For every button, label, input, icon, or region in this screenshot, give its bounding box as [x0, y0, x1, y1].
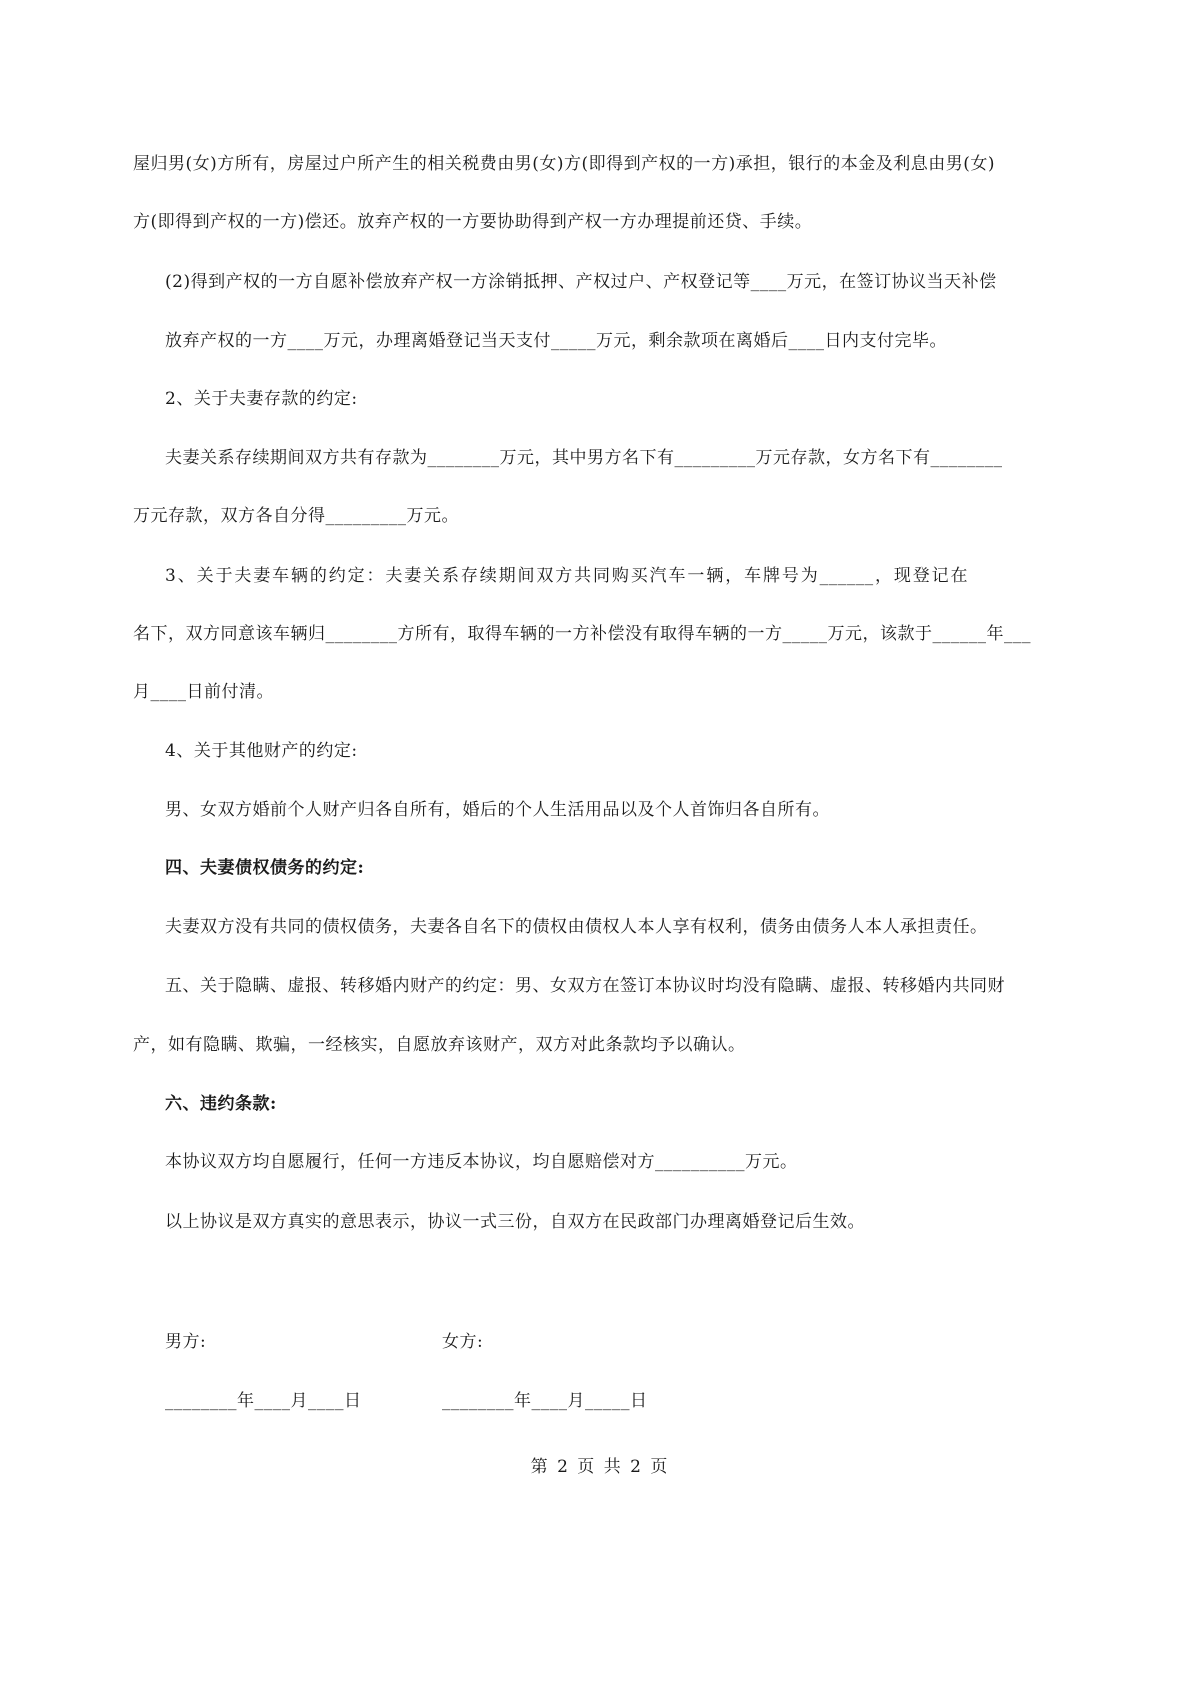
paragraph-line: 本协议双方均自愿履行，任何一方违反本协议，均自愿赔偿对方__________万元。 — [165, 1152, 798, 1172]
male-signature-date: ________年____月____日 — [165, 1391, 362, 1411]
paragraph-line: 男、女双方婚前个人财产归各自所有，婚后的个人生活用品以及个人首饰归各自所有。 — [165, 800, 830, 820]
male-signature-label: 男方: — [165, 1332, 207, 1352]
page-footer: 第 2 页 共 2 页 — [530, 1457, 670, 1477]
paragraph-line: 屋归男(女)方所有，房屋过户所产生的相关税费由男(女)方(即得到产权的一方)承担，银行的本金及利息由男(女) — [133, 154, 996, 174]
paragraph-line: 月____日前付清。 — [133, 682, 274, 702]
paragraph-line: 方(即得到产权的一方)偿还。放弃产权的一方要协助得到产权一方办理提前还贷、手续。 — [133, 212, 813, 232]
section-heading: 4、关于其他财产的约定: — [165, 741, 358, 761]
paragraph-line: 产，如有隐瞒、欺骗，一经核实，自愿放弃该财产，双方对此条款均予以确认。 — [133, 1035, 746, 1055]
paragraph-line: 夫妻关系存续期间双方共有存款为________万元，其中男方名下有_________万元存款，女方名下有________ — [165, 448, 1003, 468]
paragraph-line: 夫妻双方没有共同的债权债务，夫妻各自名下的债权由债权人本人享有权利，债务由债务人本人承担责任。 — [165, 917, 988, 937]
section-heading: 六、违约条款: — [165, 1094, 277, 1114]
paragraph-line: 放弃产权的一方____万元，办理离婚登记当天支付_____万元，剩余款项在离婚后____日内支付完毕。 — [165, 331, 947, 351]
female-signature-label: 女方: — [442, 1332, 484, 1352]
paragraph-line: (2)得到产权的一方自愿补偿放弃产权一方涂销抵押、产权过户、产权登记等____万元，在签订协议当天补偿 — [165, 272, 997, 292]
paragraph-line: 以上协议是双方真实的意思表示，协议一式三份，自双方在民政部门办理离婚登记后生效。 — [165, 1212, 865, 1232]
paragraph-line: 名下，双方同意该车辆归________方所有，取得车辆的一方补偿没有取得车辆的一方_____万元，该款于______年___ — [133, 624, 1031, 644]
paragraph-line: 万元存款，双方各自分得_________万元。 — [133, 506, 459, 526]
section-heading: 2、关于夫妻存款的约定: — [165, 389, 358, 409]
paragraph-line: 3、关于夫妻车辆的约定：夫妻关系存续期间双方共同购买汽车一辆，车牌号为______，现登记在 — [165, 566, 968, 586]
paragraph-line: 五、关于隐瞒、虚报、转移婚内财产的约定：男、女双方在签订本协议时均没有隐瞒、虚报、转移婚内共同财 — [165, 976, 1005, 996]
section-heading: 四、夫妻债权债务的约定: — [165, 858, 365, 878]
female-signature-date: ________年____月_____日 — [442, 1391, 648, 1411]
